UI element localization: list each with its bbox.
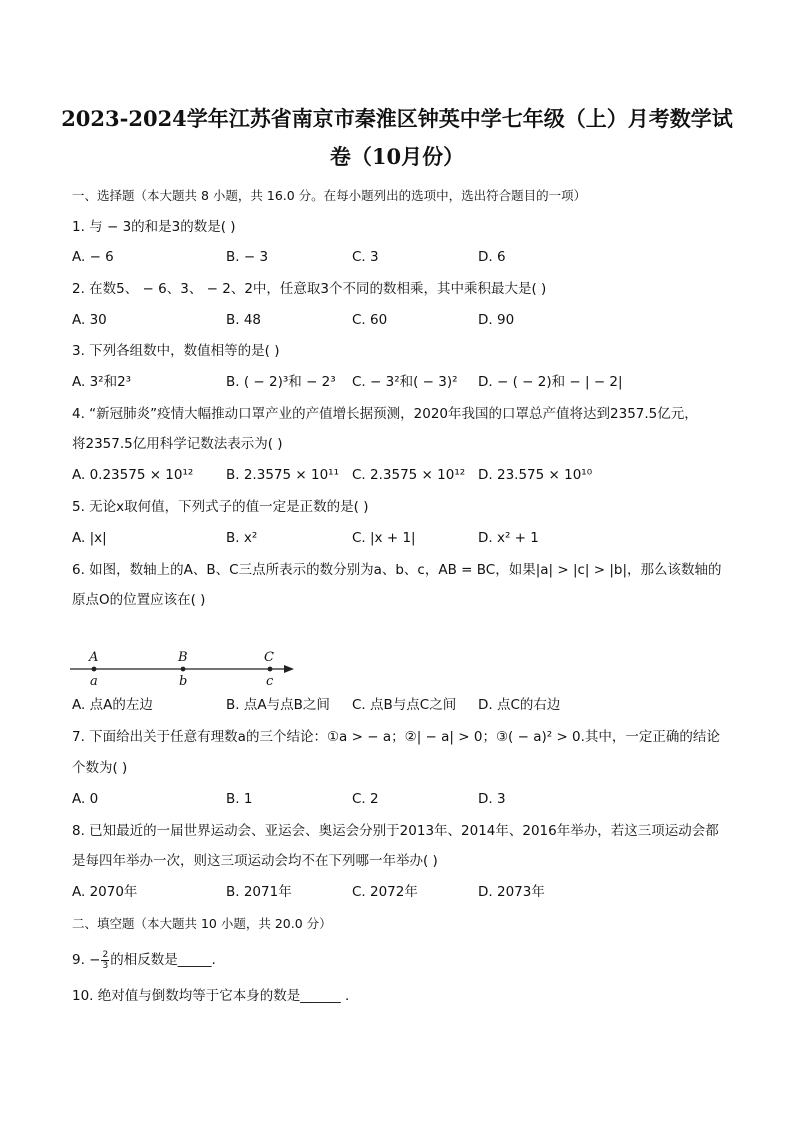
question-5-stem: 5. 无论x取何值，下列式子的值一定是正数的是( ) bbox=[72, 499, 369, 515]
option-d[interactable]: D. − ( − 2)和 − | − 2| bbox=[478, 374, 623, 390]
option-b[interactable]: B. ( − 2)³和 − 2³ bbox=[226, 374, 336, 390]
option-a[interactable]: A. |x| bbox=[72, 530, 107, 546]
fraction-denominator: 3 bbox=[102, 960, 109, 971]
option-d[interactable]: D. 90 bbox=[478, 312, 515, 328]
option-d[interactable]: D. x² + 1 bbox=[478, 530, 539, 546]
point-a-label: A bbox=[89, 650, 99, 665]
question-6-stem-line2: 原点O的位置应该在( ) bbox=[72, 592, 206, 608]
question-7-stem-line1: 7. 下面给出关于任意有理数a的三个结论：①a > − a；②| − a| > 0；③( − a)² > 0.其中，一定正确的结论 bbox=[72, 729, 720, 745]
point-b-label: B bbox=[178, 650, 188, 665]
option-c[interactable]: C. 2 bbox=[352, 791, 379, 807]
question-4-stem-line2: 将2357.5亿用科学记数法表示为( ) bbox=[72, 436, 283, 452]
option-a[interactable]: A. 点A的左边 bbox=[72, 697, 153, 713]
fraction-two-thirds bbox=[101, 950, 109, 971]
question-6-options bbox=[72, 695, 732, 715]
section-fill-heading: 二、填空题（本大题共 10 小题，共 20.0 分） bbox=[72, 916, 332, 931]
option-d[interactable]: D. 3 bbox=[478, 791, 506, 807]
option-c[interactable]: C. 2.3575 × 10¹² bbox=[352, 467, 466, 483]
question-2-options bbox=[72, 310, 732, 330]
question-4-options bbox=[72, 465, 732, 485]
question-9-prefix: 9. − bbox=[72, 952, 101, 968]
option-b[interactable]: B. 48 bbox=[226, 312, 262, 328]
option-c[interactable]: C. 点B与点C之间 bbox=[352, 697, 457, 713]
exam-title-line1: 2023-2024学年江苏省南京市秦淮区钟英中学七年级（上）月考数学试 bbox=[61, 106, 733, 131]
question-9-text: 的相反数是_____. bbox=[110, 952, 216, 968]
section-choice-heading: 一、选择题（本大题共 8 小题，共 16.0 分。在每小题列出的选项中，选出符合题目的一项） bbox=[72, 188, 587, 203]
question-1-stem: 1. 与 − 3的和是3的数是( ) bbox=[72, 219, 236, 235]
option-b[interactable]: B. 2071年 bbox=[226, 884, 292, 900]
question-8-stem-line2: 是每四年举办一次，则这三项运动会均不在下列哪一年举办( ) bbox=[72, 853, 438, 869]
number-line-figure bbox=[68, 648, 308, 690]
option-a[interactable]: A. 0.23575 × 10¹² bbox=[72, 467, 194, 483]
point-a-dot bbox=[92, 667, 97, 672]
option-b[interactable]: B. 点A与点B之间 bbox=[226, 697, 330, 713]
point-c-value: c bbox=[266, 674, 274, 689]
question-4-stem-line1: 4. “新冠肺炎”疫情大幅推动口罩产业的产值增长据预测，2020年我国的口罩总产值将达到2357.5亿元， bbox=[72, 406, 698, 422]
option-c[interactable]: C. 3 bbox=[352, 249, 379, 265]
option-a[interactable]: A. 0 bbox=[72, 791, 99, 807]
option-b[interactable]: B. − 3 bbox=[226, 249, 269, 265]
option-a[interactable]: A. − 6 bbox=[72, 249, 114, 265]
question-2-stem: 2. 在数5、 − 6、3、 − 2、2中，任意取3个不同的数相乘，其中乘积最大是( ) bbox=[72, 281, 547, 297]
question-7-stem-line2: 个数为( ) bbox=[72, 760, 128, 776]
option-d[interactable]: D. 2073年 bbox=[478, 884, 545, 900]
question-9 bbox=[72, 948, 216, 972]
question-8-options bbox=[72, 882, 732, 902]
fraction-numerator: 2 bbox=[102, 949, 109, 960]
option-c[interactable]: C. 2072年 bbox=[352, 884, 418, 900]
question-8-stem-line1: 8. 已知最近的一届世界运动会、亚运会、奥运会分别于2013年、2014年、2016年举办，若这三项运动会都 bbox=[72, 823, 719, 839]
option-b[interactable]: B. 1 bbox=[226, 791, 253, 807]
option-d[interactable]: D. 6 bbox=[478, 249, 506, 265]
option-a[interactable]: A. 2070年 bbox=[72, 884, 138, 900]
question-1-options bbox=[72, 247, 732, 267]
option-d[interactable]: D. 23.575 × 10¹⁰ bbox=[478, 467, 593, 483]
exam-title-line2: 卷（10月份） bbox=[329, 144, 465, 169]
option-b[interactable]: B. 2.3575 × 10¹¹ bbox=[226, 467, 339, 483]
question-3-stem: 3. 下列各组数中，数值相等的是( ) bbox=[72, 343, 280, 359]
point-b-dot bbox=[181, 667, 186, 672]
option-c[interactable]: C. |x + 1| bbox=[352, 530, 416, 546]
question-3-options bbox=[72, 372, 732, 392]
option-c[interactable]: C. − 3²和( − 3)² bbox=[352, 374, 458, 390]
point-a-value: a bbox=[90, 674, 98, 689]
question-7-options bbox=[72, 789, 732, 809]
option-b[interactable]: B. x² bbox=[226, 530, 258, 546]
option-c[interactable]: C. 60 bbox=[352, 312, 388, 328]
question-10: 10. 绝对值与倒数均等于它本身的数是______ . bbox=[72, 988, 350, 1004]
option-a[interactable]: A. 30 bbox=[72, 312, 107, 328]
point-c-label: C bbox=[264, 650, 274, 665]
number-line-arrow-icon bbox=[284, 665, 294, 673]
point-c-dot bbox=[268, 667, 273, 672]
point-b-value: b bbox=[179, 674, 188, 689]
option-a[interactable]: A. 3²和2³ bbox=[72, 374, 132, 390]
question-6-stem-line1: 6. 如图，数轴上的A、B、C三点所表示的数分别为a、b、c，AB = BC，如果|a| > |c| > |b|，那么该数轴的 bbox=[72, 562, 722, 578]
question-5-options bbox=[72, 528, 732, 548]
option-d[interactable]: D. 点C的右边 bbox=[478, 697, 561, 713]
